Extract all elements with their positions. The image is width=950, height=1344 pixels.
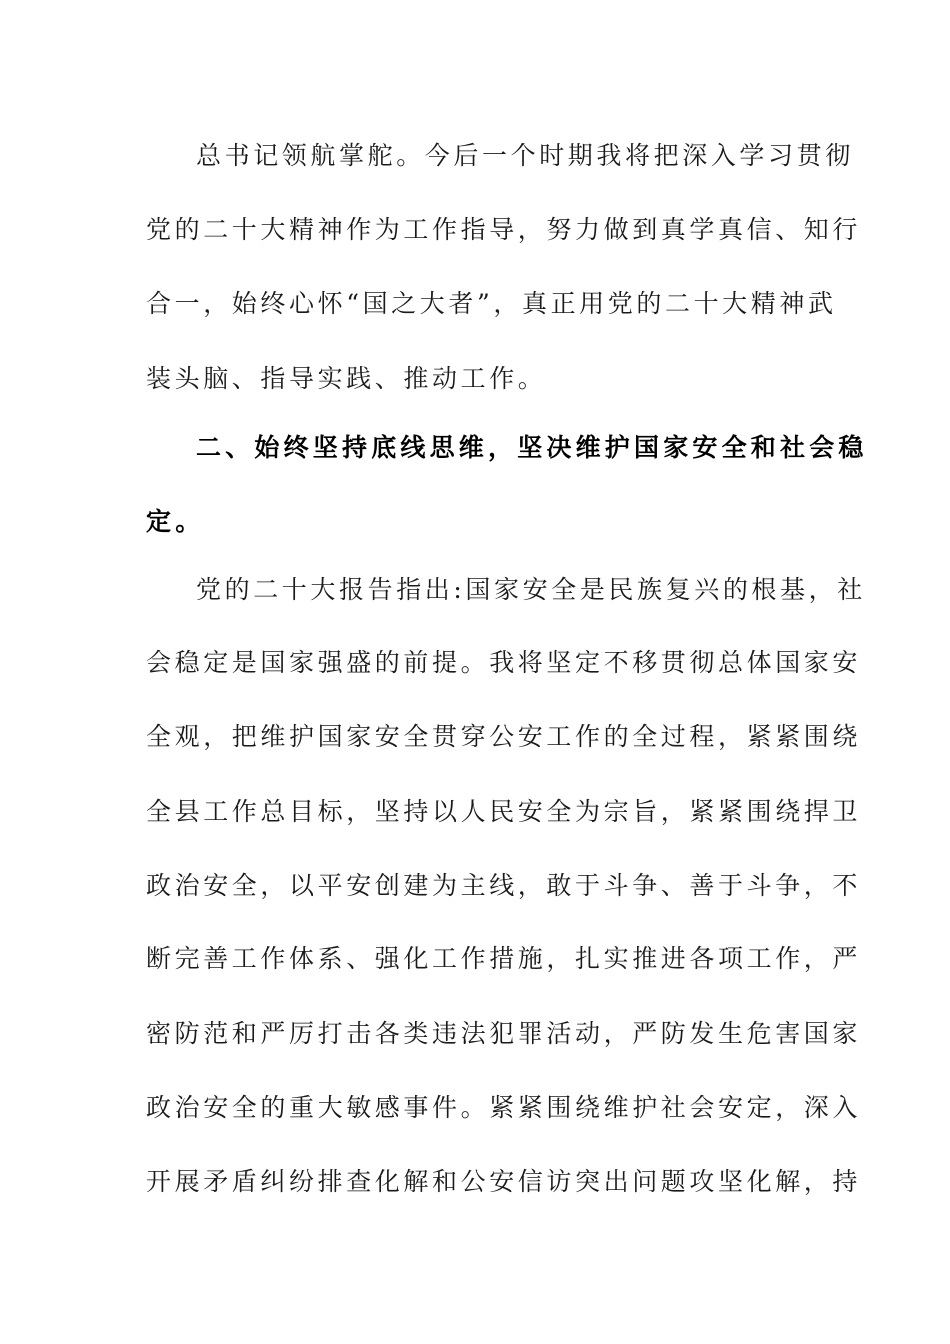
- paragraph-1-line-1: 总书记领航掌舵。今后一个时期我将把深入学习贯彻: [196, 141, 854, 170]
- paragraph-1-line-3: 合一，始终心怀“国之大者”，真正用党的二十大精神武: [146, 289, 837, 318]
- paragraph-2-line-8: 政治安全的重大敏感事件。紧紧围绕维护社会安定，深入: [146, 1093, 862, 1122]
- section-heading-line-1: 二、始终坚持底线思维，坚决维护国家安全和社会稳: [196, 433, 868, 462]
- paragraph-2-line-1: 党的二十大报告指出:国家安全是民族复兴的根基，社: [196, 575, 866, 604]
- section-heading-line-2: 定。: [146, 507, 205, 536]
- paragraph-2-line-2: 会稳定是国家强盛的前提。我将坚定不移贯彻总体国家安: [146, 648, 862, 677]
- paragraph-1-line-2: 党的二十大精神作为工作指导，努力做到真学真信、知行: [146, 215, 862, 244]
- paragraph-2-line-6: 断完善工作体系、强化工作措施，扎实推进各项工作，严: [146, 944, 862, 973]
- paragraph-2-line-9: 开展矛盾纠纷排查化解和公安信访突出问题攻坚化解，持: [146, 1167, 862, 1196]
- paragraph-2-line-3: 全观，把维护国家安全贯穿公安工作的全过程，紧紧围绕: [146, 722, 862, 751]
- paragraph-1-line-4: 装头脑、指导实践、推动工作。: [146, 364, 547, 393]
- paragraph-2-line-5: 政治安全，以平安创建为主线，敢于斗争、善于斗争，不: [146, 871, 862, 900]
- paragraph-2-line-7: 密防范和严厉打击各类违法犯罪活动，严防发生危害国家: [146, 1019, 862, 1048]
- paragraph-2-line-4: 全县工作总目标，坚持以人民安全为宗旨，紧紧围绕捍卫: [146, 797, 862, 826]
